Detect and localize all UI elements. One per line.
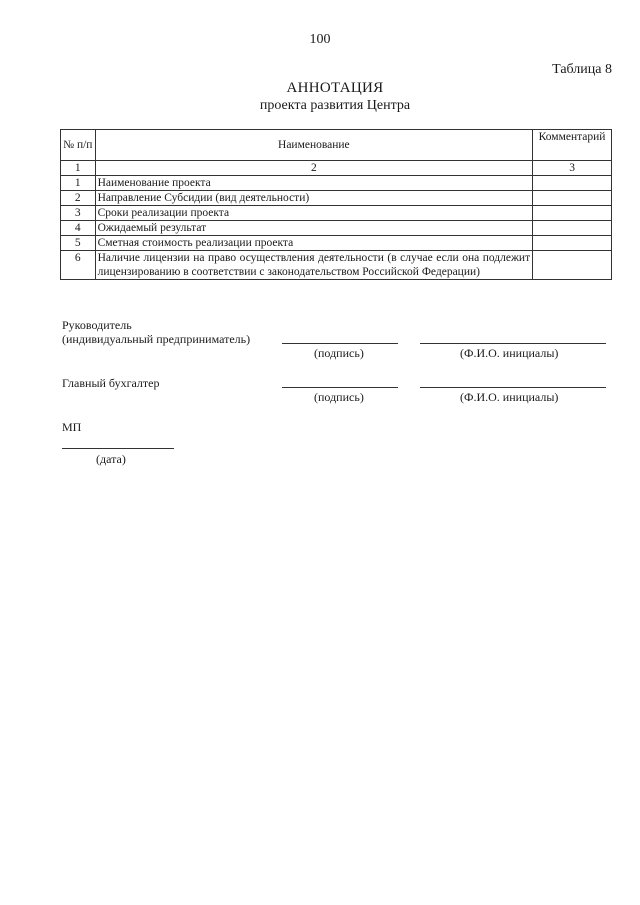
- row-name: Сметная стоимость реализации проекта: [95, 236, 533, 251]
- date-caption: (дата): [96, 452, 126, 466]
- table-row: [61, 251, 612, 280]
- colnum-1: 1: [61, 161, 96, 176]
- row-comment: [533, 221, 612, 236]
- head-name-line: [420, 343, 606, 344]
- row-comment: [533, 236, 612, 251]
- table-row: [61, 176, 612, 191]
- colnum-3: 3: [533, 161, 612, 176]
- row-name: Сроки реализации проекта: [95, 206, 533, 221]
- accountant-signature-line: [282, 387, 398, 388]
- header-name: Наименование: [95, 130, 533, 161]
- date-line: [62, 448, 174, 449]
- row-comment: [533, 176, 612, 191]
- page-number: 100: [309, 32, 331, 47]
- header-comment: Комментарий: [533, 130, 612, 161]
- document-subtitle: проекта развития Центра: [259, 98, 411, 113]
- row-name: Наименование проекта: [95, 176, 533, 191]
- head-label-sub: (индивидуальный предприниматель): [62, 332, 251, 346]
- colnum-2: 2: [95, 161, 533, 176]
- table-row: [61, 236, 612, 251]
- row-num: 3: [61, 206, 96, 221]
- row-name: Направление Субсидии (вид деятельности): [95, 191, 533, 206]
- head-label: Руководитель: [62, 318, 132, 332]
- row-num: 6: [61, 251, 96, 280]
- annotation-table: [60, 129, 612, 280]
- header-num: № п/п: [61, 130, 96, 161]
- row-num: 1: [61, 176, 96, 191]
- row-num: 2: [61, 191, 96, 206]
- row-num: 5: [61, 236, 96, 251]
- accountant-signature-caption: (подпись): [314, 390, 364, 404]
- table-header-row: [61, 130, 612, 161]
- head-signature-line: [282, 343, 398, 344]
- head-name-caption: (Ф.И.О. инициалы): [460, 346, 559, 360]
- stamp-label: МП: [62, 420, 82, 434]
- table-label: Таблица 8: [552, 62, 612, 77]
- accountant-label: Главный бухгалтер: [62, 376, 160, 390]
- table-row: [61, 206, 612, 221]
- head-signature-caption: (подпись): [314, 346, 364, 360]
- row-comment: [533, 251, 612, 280]
- table-row: [61, 191, 612, 206]
- column-number-row: [61, 161, 612, 176]
- row-name: Наличие лицензии на право осуществления деятельности (в случае если она подлежит лицензированию в соответствии с законодательством Российской Федерации): [95, 251, 533, 280]
- row-name: Ожидаемый результат: [95, 221, 533, 236]
- document-title: АННОТАЦИЯ: [286, 80, 384, 96]
- accountant-name-caption: (Ф.И.О. инициалы): [460, 390, 559, 404]
- row-comment: [533, 206, 612, 221]
- row-comment: [533, 191, 612, 206]
- table-row: [61, 221, 612, 236]
- row-num: 4: [61, 221, 96, 236]
- accountant-name-line: [420, 387, 606, 388]
